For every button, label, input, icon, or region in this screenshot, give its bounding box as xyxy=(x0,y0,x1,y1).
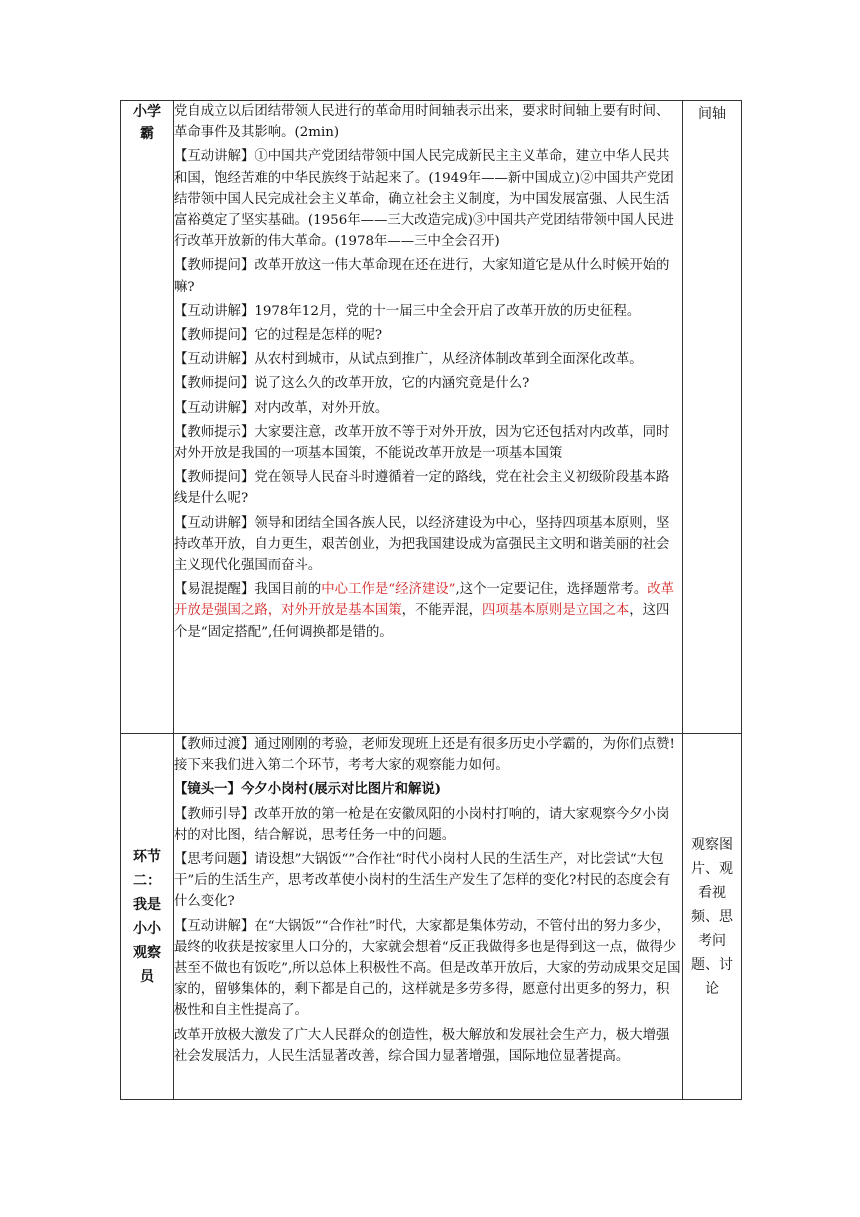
paragraph: 【教师提问】党在领导人民奋斗时遵循着一定的路线，党在社会主义初级阶段基本路线是什么呢? xyxy=(174,470,670,507)
paragraph: 【教师提问】说了这么久的改革开放，它的内涵究竟是什么? xyxy=(174,376,530,392)
paragraph: 【互动讲解】领导和团结全国各族人民，以经济建设为中心，坚持四项基本原则，坚持改革开放，自力更生，艰苦创业，为把我国建设成为富强民主文明和谐美丽的社会主义现代化强国而奋斗。 xyxy=(174,515,670,574)
method-label: 间轴 xyxy=(698,106,726,122)
paragraph: 【互动讲解】1978年12月，党的十一届三中全会开启了改革开放的历史征程。 xyxy=(174,303,641,319)
paragraph: 【思考问题】请设想”大锅饭“”合作社“时代小岗村人民的生活生产，对比尝试“大包干”后的生活生产，思考改革使小岗村的生活生产发生了怎样的变化?村民的态度会有什么变化? xyxy=(174,852,671,910)
method-cell xyxy=(683,734,742,1100)
paragraph: 【教师提问】它的过程是怎样的呢? xyxy=(174,328,383,344)
paragraph: 改革开放极大激发了广大人民群众的创造性，极大解放和发展社会生产力，极大增强社会发展活力，人民生活显著改善，综合国力显著增强，国际地位显著提高。 xyxy=(174,1027,670,1064)
paragraph: 【互动讲解】在“大锅饭”“合作社”时代，大家都是集体劳动，不管付出的努力多少，最终的收获是按家里人口分的，大家就会想着“反正我做得多也是得到这一点，做得少甚至不做也有饭吃”,所以总体上积极性不高。但是改革开放后，大家的劳动成果交足国家的，留够集体的，剩下都是自己的，这样就是多劳多得，愿意付出更多的努力，积极性和自主性提高了。 xyxy=(174,918,681,1019)
table-row xyxy=(121,734,742,1100)
reminder-text: 【易混提醒】我国目前的 xyxy=(174,582,322,598)
highlight-text: 四项基本原则是立国之本 xyxy=(481,603,630,619)
table-row xyxy=(121,101,742,734)
highlight-text: 中心工作是“经济建设” xyxy=(321,582,456,598)
paragraph: 党自成立以后团结带领人民进行的革命用时间轴表示出来，要求时间轴上要有时间、革命事件及其影响。(2min) xyxy=(174,104,670,141)
reminder-text: ，不能弄混， xyxy=(401,603,482,619)
content-cell xyxy=(174,101,683,734)
lens-title: 【镜头一】今夕小岗村(展示对比图片和解说) xyxy=(174,781,442,798)
paragraph: 【互动讲解】从农村到城市，从试点到推广，从经济体制改革到全面深化改革。 xyxy=(174,352,643,368)
stage-label-cell xyxy=(121,101,174,734)
stage-label: 小学霸 xyxy=(133,104,161,142)
paragraph: 【教师提问】改革开放这一伟大革命现在还在进行，大家知道它是从什么时候开始的嘛? xyxy=(174,258,670,295)
highlight-text: 改革开放是强国之路，对外开放是基本国策 xyxy=(174,582,675,619)
reminder-paragraph xyxy=(174,579,682,643)
method-cell xyxy=(683,101,742,734)
content-cell xyxy=(174,734,683,1100)
paragraph: 【教师提示】大家要注意，改革开放不等于对外开放，因为它还包括对内改革，同时对外开放是我国的一项基本国策，不能说改革开放是一项基本国策 xyxy=(174,424,670,462)
stage-label-cell xyxy=(121,734,174,1100)
method-label: 观察图片、观看视频、思考问题、讨论 xyxy=(691,836,733,997)
reminder-text: ,这个一定要记住，选择题常考。 xyxy=(455,582,648,598)
paragraph: 【互动讲解】对内改革，对外开放。 xyxy=(174,400,389,416)
stage-label: 环节二：我是小小观察员 xyxy=(133,848,161,985)
paragraph: 【教师引导】改革开放的第一枪是在安徽凤阳的小岗村打响的，请大家观察今夕小岗村的对比图，结合解说，思考任务一中的问题。 xyxy=(174,806,670,843)
paragraph: 【互动讲解】①中国共产党团结带领中国人民完成新民主主义革命，建立中华人民共和国，饱经苦难的中华民族终于站起来了。(1949年——新中国成立)②中国共产党团结带领中国人民完成社会主义革命，确立社会主义制度，为中国发展富强、人民生活富裕奠定了坚实基础。(1956年——三大改造完成)③中国共产党团结带领中国人民进行改革开放新的伟大革命。(1978年——三中全会召开) xyxy=(174,149,674,250)
paragraph: 【教师过渡】通过刚刚的考验，老师发现班上还是有很多历史小学霸的，为你们点赞!接下来我们进入第二个环节，考考大家的观察能力如何。 xyxy=(174,737,675,774)
lesson-plan-table xyxy=(120,100,742,1100)
reminder-text: ，这四个是“固定搭配”,任何调换都是错的。 xyxy=(174,603,670,640)
